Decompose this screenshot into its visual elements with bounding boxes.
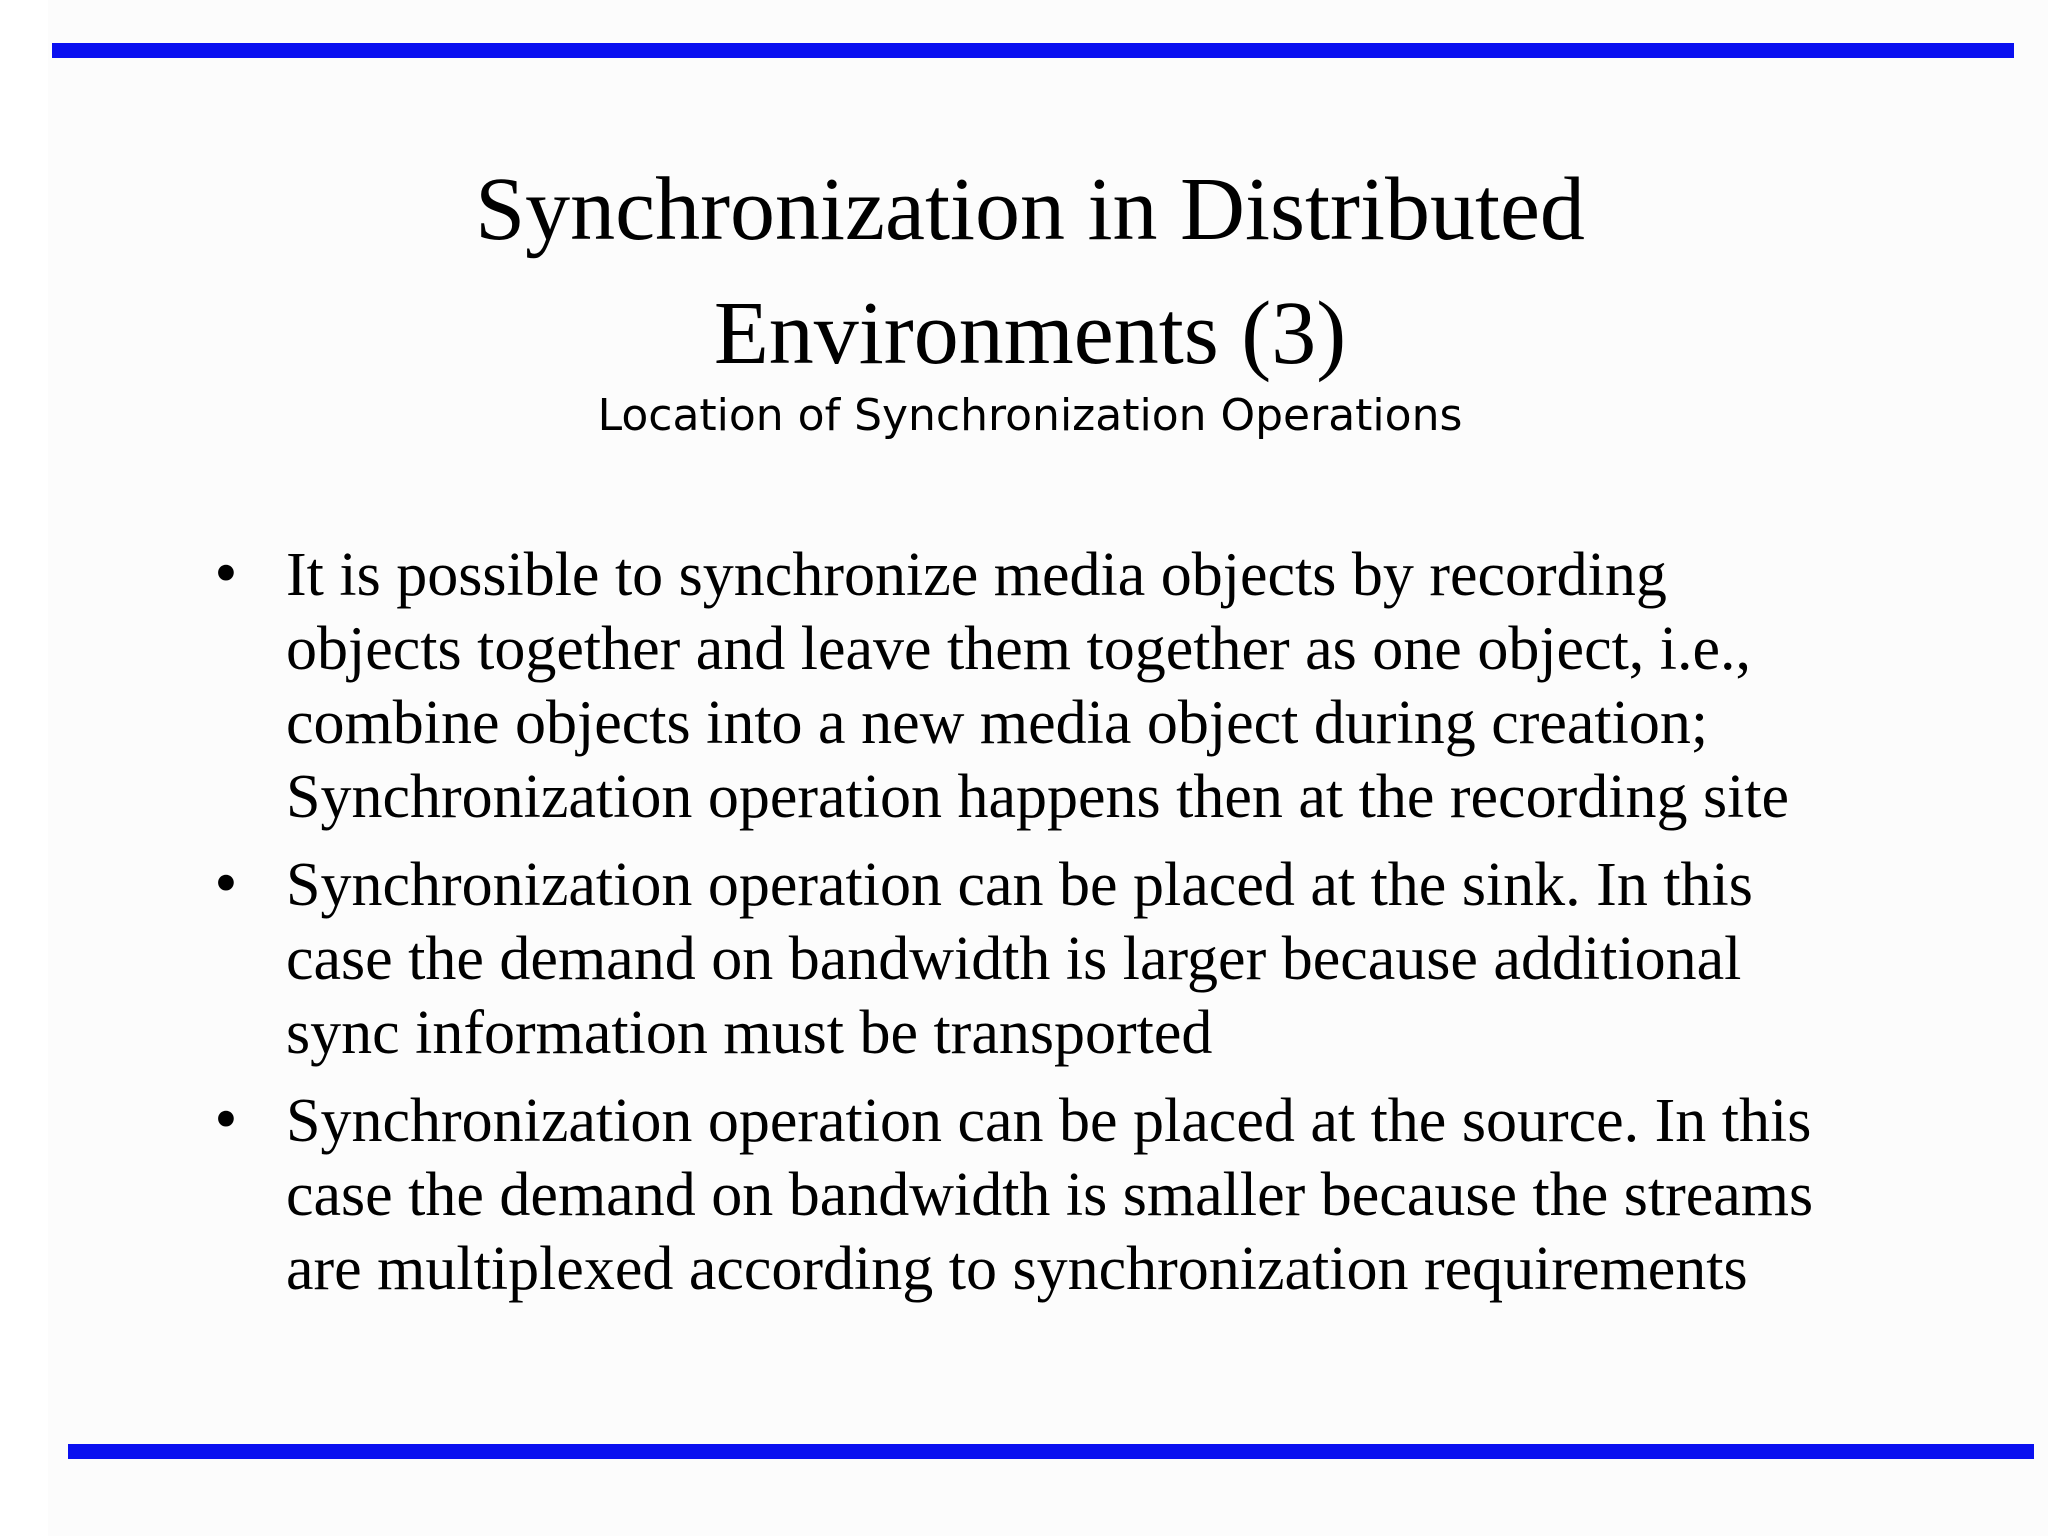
bullet-item-sink: [200, 848, 2000, 1070]
bullet-line: objects together and leave them together as one object, i.e.,: [286, 615, 1752, 683]
bullet-dot-icon: •: [210, 1089, 242, 1152]
bullet-line: Synchronization operation can be placed at the sink. In this: [286, 851, 1753, 919]
bullet-line: case the demand on bandwidth is smaller because the streams: [286, 1161, 1814, 1229]
bullet-line: Synchronization operation happens then at the recording site: [286, 763, 1790, 831]
top-divider-rule: [52, 43, 2014, 58]
slide-title-line-1: Synchronization in Distributed: [475, 160, 1585, 259]
bottom-divider-rule: [68, 1444, 2034, 1459]
slide-left-margin: [0, 0, 48, 1536]
slide-title-line-2: Environments (3): [713, 284, 1347, 383]
bullet-line: Synchronization operation can be placed at the source. In this: [286, 1087, 1812, 1155]
bullet-line: sync information must be transported: [286, 999, 1213, 1067]
bullet-line: case the demand on bandwidth is larger because additional: [286, 925, 1742, 993]
bullet-dot-icon: •: [210, 853, 242, 916]
bullet-line: are multiplexed according to synchronization requirements: [286, 1235, 1748, 1303]
bullet-line: It is possible to synchronize media objects by recording: [286, 541, 1667, 609]
bullet-dot-icon: •: [210, 543, 242, 606]
bullet-list: [200, 538, 2000, 1320]
bullet-line: combine objects into a new media object during creation;: [286, 689, 1709, 757]
bullet-item-source: [200, 1084, 2000, 1306]
bullet-item-recording-site: [200, 538, 2000, 834]
slide-title: [260, 148, 1800, 396]
slide-subtitle: Location of Synchronization Operations: [597, 390, 1463, 441]
